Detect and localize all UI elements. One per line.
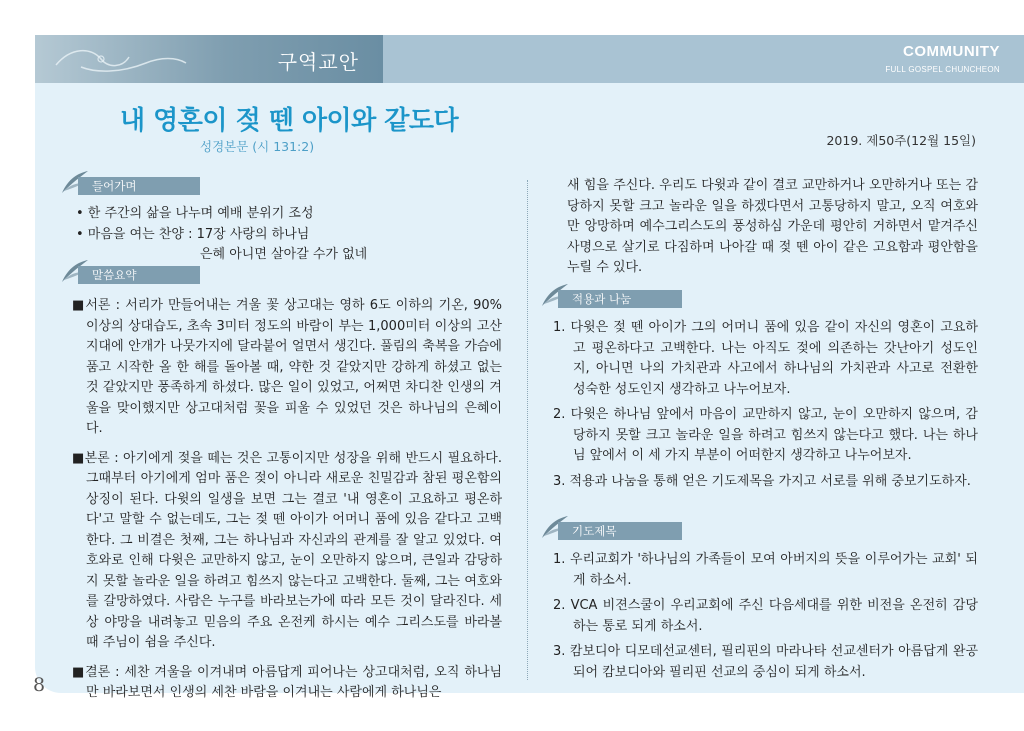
section-title: 구역교안 xyxy=(277,50,359,74)
community-label: COMMUNITY xyxy=(903,43,1000,60)
prayer-list xyxy=(553,550,978,688)
list-item: 1. 다윗은 젖 뗀 아이가 그의 어머니 품에 있음 같이 자신의 영혼이 고요하고 평온하다고 고백한다. 나는 아직도 젖에 의존하는 갓난아기 성도인지, 아니면 나의 가치관과 사고에서 하나님의 가치관과 사고로 전환한 성숙한 성도인지 생각하고 나누어보자. xyxy=(553,320,978,397)
header-bar xyxy=(35,35,1024,83)
intro-list xyxy=(72,204,502,266)
application-list xyxy=(553,318,978,497)
ornament-swirl-icon xyxy=(51,45,191,75)
scripture-reference: 성경본문 (시 131:2) xyxy=(200,139,315,154)
section-label-text: 적용과 나눔 xyxy=(558,290,682,308)
summary-paragraph-intro: ■서론 : 서리가 만들어내는 겨울 꽃 상고대는 영하 6도 이하의 기온, 90% 이상의 상대습도, 초속 3미터 정도의 바람이 부는 1,000미터 이상의 고산지대에 안개가 나뭇가지에 달라붙어 얼면서 생긴다. 풀림의 축복을 가슴에 품고 시작한 올 한 해를 돌아볼 때, 약한 것 같았지만 강하게 하셨고 없는 것 같았지만 풍족하게 하셨다. 많은 일이 있었고, 어쩌면 차디찬 인생의 겨울을 맞이했지만 상고대처럼 꽃을 피울 수 있었던 것은 하나님의 은혜이다. xyxy=(72,298,502,436)
intro-line: • 마음을 여는 찬양 : 17장 사랑의 하나님 xyxy=(76,226,310,242)
summary-paragraph-conclusion: ■결론 : 세찬 겨울을 이겨내며 아름답게 피어나는 상고대처럼, 오직 하나님만 바라보면서 인생의 세찬 바람을 이겨내는 사람에게 하나님은 xyxy=(72,664,502,700)
intro-line: • 한 주간의 삶을 나누며 예배 분위기 조성 xyxy=(76,206,314,221)
list-item: 2. VCA 비젼스쿨이 우리교회에 주신 다음세대를 위한 비전을 온전히 감당하는 통로 되게 하소서. xyxy=(553,598,978,634)
summary-paragraph-body: ■본론 : 아기에게 젖을 떼는 것은 고통이지만 성장을 위해 반드시 필요하다. 그때부터 아기에게 엄마 품은 젖이 아니라 새로운 친밀감과 참된 평온함의 상징이 된다. 다윗의 일생을 보면 그는 결코 '내 영혼이 고요하고 평온하다'고 말할 수 없는데도, 그는 젖 뗀 아이가 어머니 품에 있음 같다고 고백한다. 그 비결은 첫째, 그는 하나님과 자신과의 관계를 잘 알고 있었다. 여호와로 인해 다윗은 교만하지 않고, 눈이 오만하지 않으며, 큰일과 감당하지 못할 놀라운 일을 하려고 힘쓰지 않는다고 고백한다. 둘째, 그는 여호와를 갈망하였다. 사람은 누구를 바라보는가에 따라 모든 것이 달라진다. 세상 야망을 내려놓고 믿음의 주요 온전케 하시는 예수 그리스도를 바라볼 때 주님이 쉼을 주신다. xyxy=(72,450,502,650)
list-item: 1. 우리교회가 '하나님의 가족들이 모여 아버지의 뜻을 이루어가는 교회' 되게 하소서. xyxy=(553,552,978,588)
list-item: 3. 적용과 나눔을 통해 얻은 기도제목을 가지고 서로를 위해 중보기도하자. xyxy=(553,473,971,489)
section-label-summary xyxy=(60,264,200,284)
summary-continued: 새 힘을 주신다. 우리도 다윗과 같이 결코 교만하거나 오만하거나 또는 감당하지 못할 크고 놀라운 일을 하겠다면서 고통당하지 말고, 오직 여호와만 앙망하며 예수그리스도의 풍성하심 가운데 평안히 거하면서 맡겨주신 사명으로 살기로 다짐하며 나아갈 때 젖 뗀 아이 같은 고요함과 평안함을 누릴 수 있다. xyxy=(567,178,978,275)
list-item: 3. 캄보디아 디모데선교센터, 필리핀의 마라나타 선교센터가 아름답게 완공되어 캄보디아와 필리핀 선교의 중심이 되게 하소서. xyxy=(553,644,978,680)
church-name: FULL GOSPEL CHUNCHEON xyxy=(885,65,1000,74)
page-title: 내 영혼이 젖 뗀 아이와 같도다 xyxy=(120,106,459,136)
section-label-intro xyxy=(60,175,200,195)
section-label-text: 들어가며 xyxy=(78,177,200,195)
intro-line: 은혜 아니면 살아갈 수가 없네 xyxy=(200,247,368,262)
summary-body xyxy=(72,296,502,713)
section-label-text: 기도제목 xyxy=(558,522,682,540)
header-tab xyxy=(35,35,383,83)
section-label-prayer xyxy=(540,520,682,540)
page-number: 8 xyxy=(33,674,46,696)
section-label-text: 말씀요약 xyxy=(78,266,200,284)
section-label-application xyxy=(540,288,682,308)
list-item: 2. 다윗은 하나님 앞에서 마음이 교만하지 않고, 눈이 오만하지 않으며, 감당하지 못할 크고 놀라운 일을 하려고 힘쓰지 않는다고 했다. 나는 하나님 앞에서 이 세 가지 부분이 어떠한지 생각하고 나누어보자. xyxy=(553,407,978,463)
date-label: 2019. 제50주(12월 15일) xyxy=(826,133,976,148)
column-divider xyxy=(527,180,528,680)
